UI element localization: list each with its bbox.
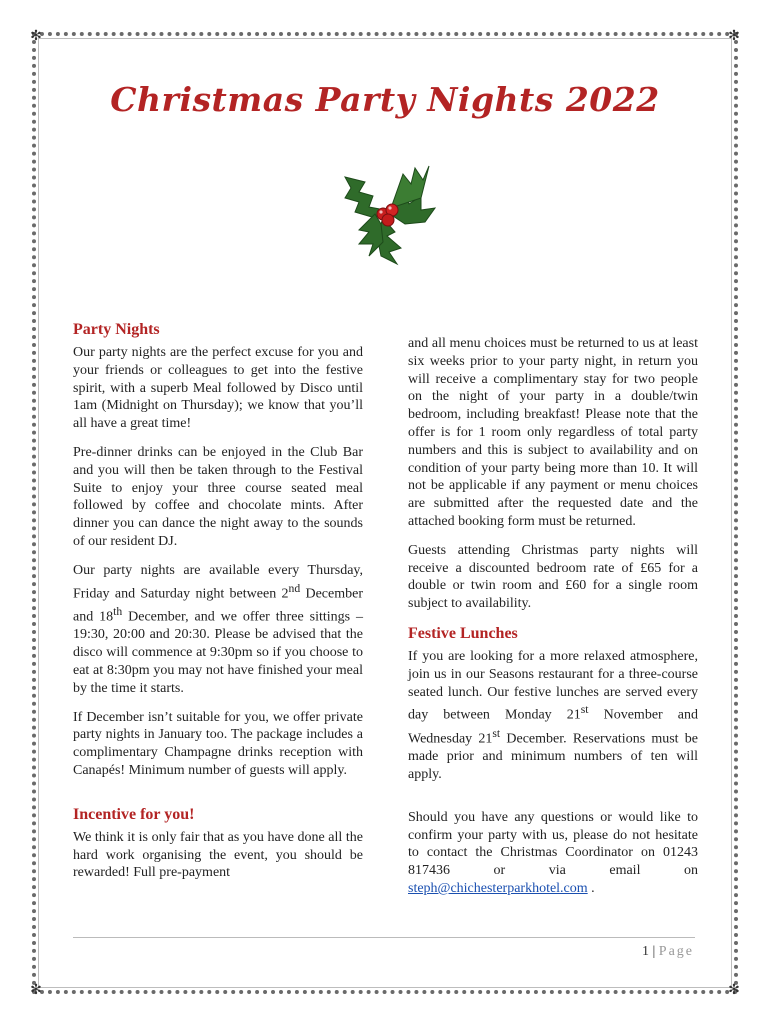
footer-rule [73,937,695,938]
paragraph: Guests attending Christmas party nights will receive a discounted bedroom rate of £65 for a double or twin room and £60 for a single room subject to availability. [408,542,698,612]
text: December. Reservations must be made prior and minimum numbers of ten will apply. [408,731,698,783]
page-label: Page [658,944,694,959]
paragraph-contact [408,809,698,898]
holly-icon [325,152,450,267]
paragraph-lunch-dates [408,648,698,784]
corner-snowflake-icon: ✻ [728,28,740,44]
corner-snowflake-icon: ✻ [30,28,42,44]
left-column [73,320,363,893]
separator: | [648,944,659,959]
paragraph: Pre-dinner drinks can be enjoyed in the Club Bar and you will then be taken through to the Festival Suite to enjoy your three course seated meal followed by coffee and chocolate mints. After dinner you can dance the night away to the sounds of our resident DJ. [73,444,363,549]
ordinal: st [492,726,501,740]
text: November and Wednesday 21 [408,708,698,747]
heading-party-nights: Party Nights [73,321,160,338]
text: December, and we offer three sittings – 19:30, 20:00 and 20:30. Please be advised that the disco will commence at 9:30pm so if you choose to eat at 8:30pm you may not have finished your meal by the time it starts. [73,609,363,696]
paragraph: If December isn’t suitable for you, we offer private party nights in January too. The package includes a complimentary Champagne drinks reception with Canapés! Minimum number of guests will apply. [73,709,363,779]
text: December and 18 [73,586,363,625]
ordinal: nd [288,581,301,595]
right-column [408,335,698,909]
paragraph: Our party nights are the perfect excuse for you and your friends or colleagues to get into the festive spirit, with a superb Meal followed by Disco until 1am (Midnight on Thursday); we know that you’ll all have a great time! [73,345,363,432]
corner-snowflake-icon: ✻ [728,982,740,998]
paragraph: and all menu choices must be returned to us at least six weeks prior to your party night, in return you will receive a complimentary stay for two people on the night of your party in a double/twin bedroom, including breakfast! Please note that the offer is for 1 room only regardless of total party numbers and this is subject to availability and on condition of your party being more than 10. It will not be applicable if any payment or menu choices are submitted after the requested date and the attached booking form must be returned. [408,336,698,529]
paragraph: We think it is only fair that as you have done all the hard work organising the event, you should be rewarded! Full pre-payment [73,829,363,881]
paragraph-dates [73,562,363,698]
text: Our party nights are available every Thursday, Friday and Saturday night between 2 [73,562,363,602]
email-link[interactable]: steph@chichesterparkhotel.com [408,881,588,897]
ordinal: th [113,605,123,619]
heading-incentive: Incentive for you! [73,805,195,823]
text: Should you have any questions or would like to confirm your party with us, please do not hesitate to contact the Christmas Coordinator on 01243 817436 or via email on [408,809,698,879]
page-number-value: 1 [641,944,649,959]
heading-festive-lunches: Festive Lunches [408,624,518,642]
text: . [587,881,595,897]
ordinal: st [580,703,589,717]
text: If you are looking for a more relaxed atmosphere, join us in our Seasons restaurant for a three-course seated lunch. Our festive lunches are served every day between Monday 21 [408,648,698,723]
corner-snowflake-icon: ✻ [30,982,42,998]
page-title: Christmas Party Nights 2022 [110,80,660,119]
page-number [560,944,694,960]
